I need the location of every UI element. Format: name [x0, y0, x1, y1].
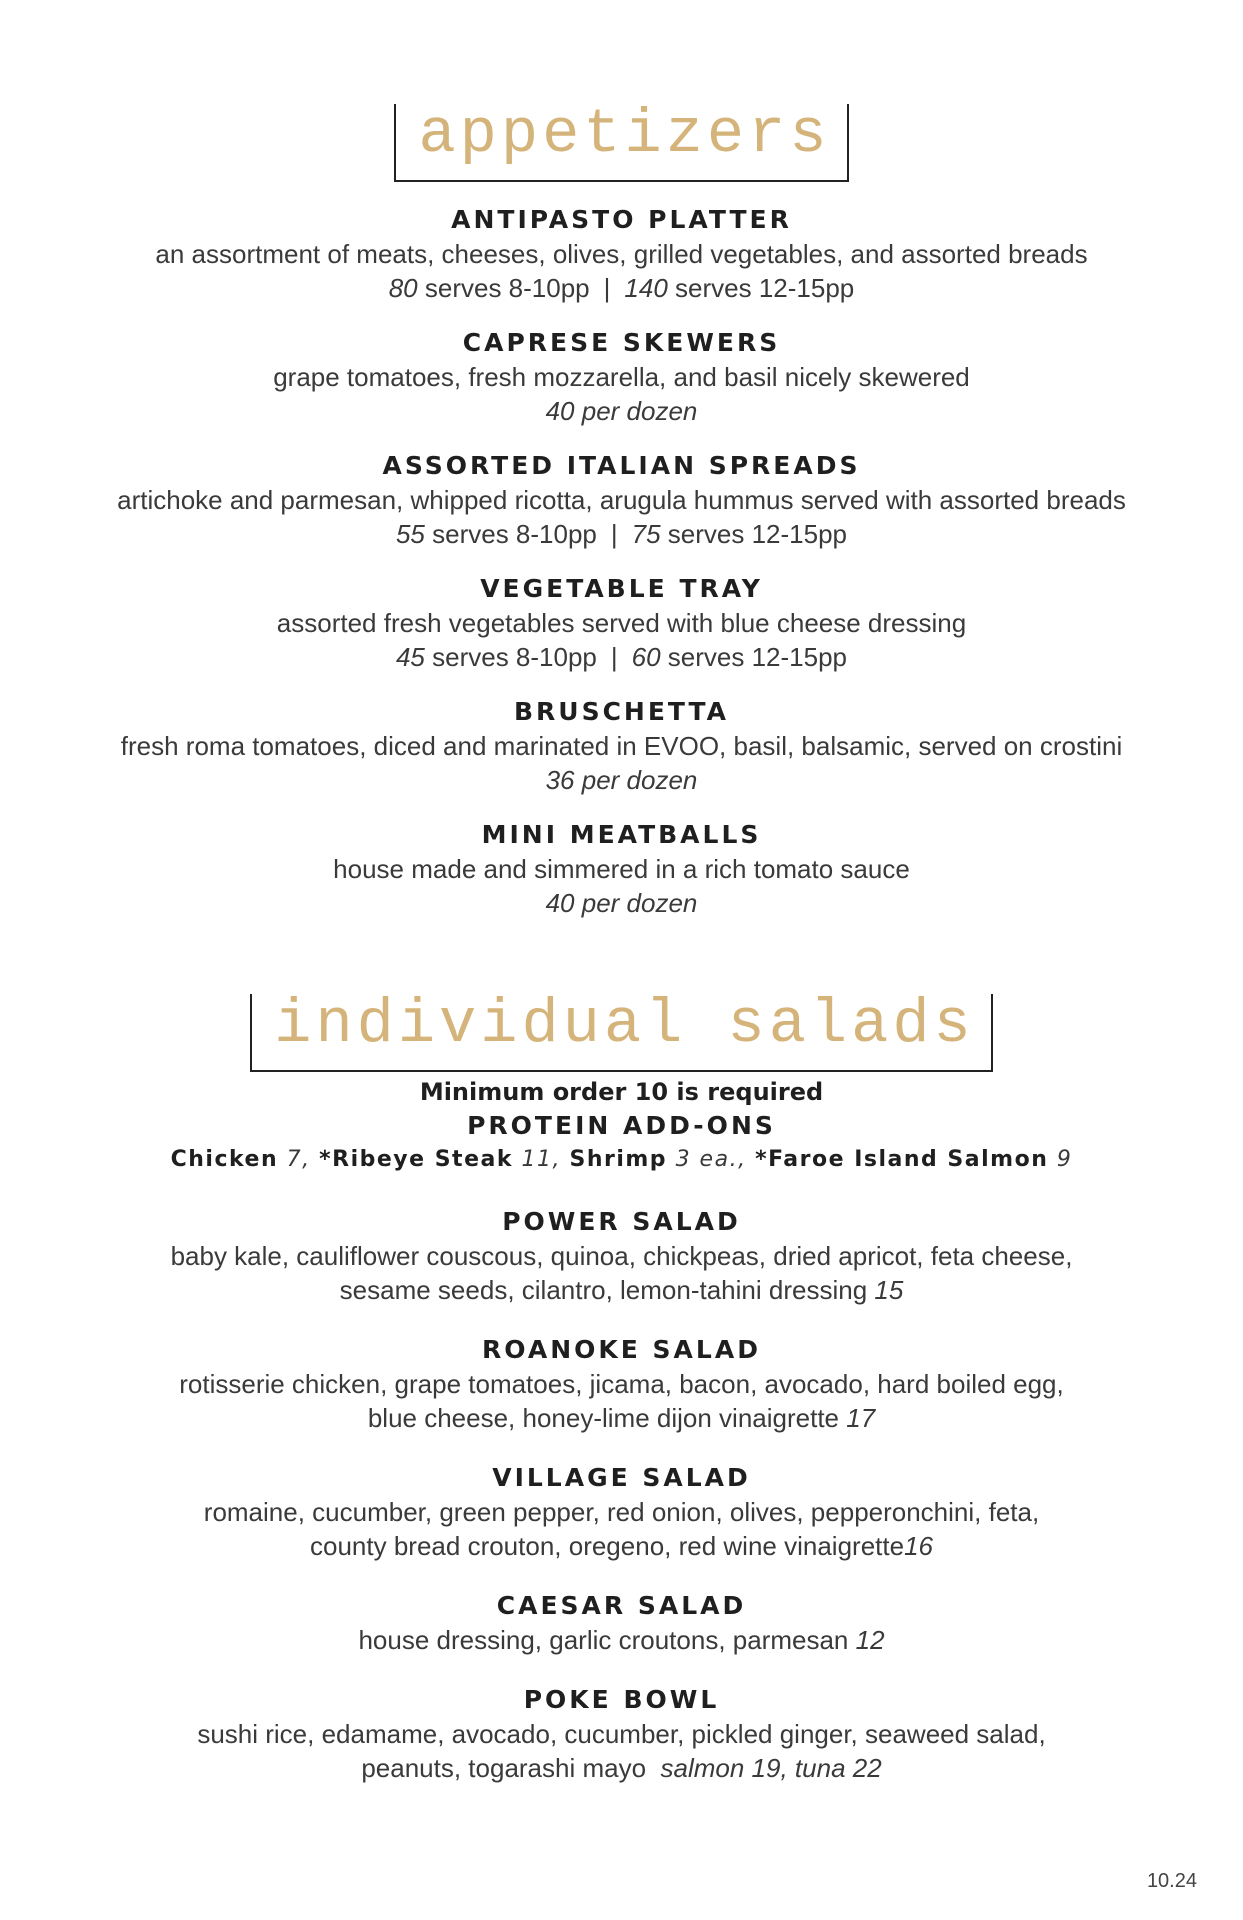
menu-item-power-salad	[0, 1205, 1243, 1307]
protein-addons-title: PROTEIN ADD-ONS	[467, 1111, 776, 1140]
item-description-line-2	[0, 1751, 1243, 1785]
item-description: house made and simmered in a rich tomato sauce	[333, 854, 910, 884]
item-serves: serves 12-15pp	[667, 519, 848, 549]
item-serves: serves 8-10pp	[432, 519, 597, 549]
item-price: 17	[846, 1403, 876, 1433]
menu-item-caprese-skewers	[0, 326, 1243, 428]
menu-item-village-salad	[0, 1461, 1243, 1563]
item-name: BRUSCHETTA	[513, 697, 730, 726]
addon-name: *Ribeye Steak	[319, 1147, 513, 1172]
item-description-line-1	[0, 1623, 1243, 1657]
item-description: an assortment of meats, cheeses, olives, grilled vegetables, and assorted breads	[155, 239, 1088, 269]
salads-heading-block	[0, 989, 1243, 1072]
item-description: baby kale, cauliflower couscous, quinoa, chickpeas, dried apricot, feta cheese,	[170, 1241, 1073, 1271]
item-name: ASSORTED ITALIAN SPREADS	[382, 451, 861, 480]
page-number: 10.24	[1146, 1870, 1197, 1892]
item-description: county bread crouton, oregeno, red wine vinaigrette	[310, 1531, 905, 1561]
item-price: 15	[874, 1275, 904, 1305]
item-price: 60	[631, 642, 661, 672]
item-price: 45	[395, 642, 425, 672]
addon-name: Shrimp	[569, 1147, 668, 1172]
menu-item-poke-bowl	[0, 1683, 1243, 1785]
salads-order-info	[0, 1075, 1243, 1177]
menu-item-roanoke-salad	[0, 1333, 1243, 1435]
item-price: 36 per dozen	[545, 765, 698, 795]
item-description-line-2	[0, 1401, 1243, 1435]
salads-heading: individual salads	[274, 989, 975, 1060]
addon-price: 3 ea.,	[675, 1147, 747, 1172]
addon-price: 9	[1056, 1147, 1073, 1172]
price-separator: |	[610, 642, 618, 672]
item-name: ANTIPASTO PLATTER	[451, 205, 792, 234]
menu-item-bruschetta	[0, 695, 1243, 797]
item-price: 40 per dozen	[545, 888, 698, 918]
menu-item-mini-meatballs	[0, 818, 1243, 920]
item-price: salmon 19, tuna 22	[660, 1753, 882, 1783]
appetizers-heading-frame	[394, 99, 848, 182]
item-serves: serves 8-10pp	[424, 273, 590, 303]
salads-heading-frame	[250, 989, 993, 1072]
item-description: assorted fresh vegetables served with blue cheese dressing	[276, 608, 967, 638]
item-price: 80	[388, 273, 418, 303]
item-price: 75	[631, 519, 661, 549]
addon-name: Chicken	[170, 1147, 279, 1172]
appetizers-heading-block	[0, 99, 1243, 182]
menu-item-antipasto-platter	[0, 203, 1243, 305]
appetizers-heading: appetizers	[418, 99, 831, 170]
protein-addons-list	[0, 1143, 1243, 1177]
item-pricing	[0, 640, 1243, 674]
item-name: POKE BOWL	[523, 1685, 720, 1714]
item-description: romaine, cucumber, green pepper, red onion, olives, pepperonchini, feta,	[203, 1497, 1040, 1527]
item-description: grape tomatoes, fresh mozzarella, and basil nicely skewered	[273, 362, 970, 392]
item-description: peanuts, togarashi mayo	[361, 1753, 647, 1783]
item-name: ROANOKE SALAD	[482, 1335, 761, 1364]
menu-item-caesar-salad	[0, 1589, 1243, 1657]
item-name: VILLAGE SALAD	[492, 1463, 751, 1492]
item-name: POWER SALAD	[502, 1207, 741, 1236]
item-price: 55	[395, 519, 425, 549]
item-pricing	[0, 517, 1243, 551]
item-description-line-2	[0, 1273, 1243, 1307]
item-name: MINI MEATBALLS	[481, 820, 762, 849]
item-name: CAPRESE SKEWERS	[462, 328, 781, 357]
item-description-line-2	[0, 1529, 1243, 1563]
item-description: house dressing, garlic croutons, parmesan	[358, 1625, 849, 1655]
price-separator: |	[610, 519, 618, 549]
item-pricing	[0, 271, 1243, 305]
item-price: 140	[624, 273, 668, 303]
item-name: CAESAR SALAD	[496, 1591, 747, 1620]
item-description: artichoke and parmesan, whipped ricotta, arugula hummus served with assorted breads	[117, 485, 1126, 515]
addon-price: 7,	[286, 1147, 311, 1172]
item-price: 40 per dozen	[545, 396, 698, 426]
item-price: 12	[855, 1625, 885, 1655]
item-description: blue cheese, honey-lime dijon vinaigrette	[367, 1403, 840, 1433]
item-description: sushi rice, edamame, avocado, cucumber, pickled ginger, seaweed salad,	[197, 1719, 1046, 1749]
item-description: fresh roma tomatoes, diced and marinated in EVOO, basil, balsamic, served on crostini	[120, 731, 1123, 761]
menu-item-assorted-italian-spreads	[0, 449, 1243, 551]
menu-item-vegetable-tray	[0, 572, 1243, 674]
item-price: 16	[904, 1531, 933, 1561]
item-serves: serves 8-10pp	[432, 642, 597, 672]
item-serves: serves 12-15pp	[667, 642, 848, 672]
item-serves: serves 12-15pp	[675, 273, 855, 303]
addon-price: 11,	[521, 1147, 561, 1172]
price-separator: |	[603, 273, 611, 303]
minimum-order-note: Minimum order 10 is required	[419, 1078, 824, 1106]
item-description: rotisserie chicken, grape tomatoes, jicama, bacon, avocado, hard boiled egg,	[179, 1369, 1064, 1399]
addon-name: *Faroe Island Salmon	[755, 1147, 1049, 1172]
item-name: VEGETABLE TRAY	[480, 574, 763, 603]
item-description: sesame seeds, cilantro, lemon-tahini dressing	[339, 1275, 868, 1305]
